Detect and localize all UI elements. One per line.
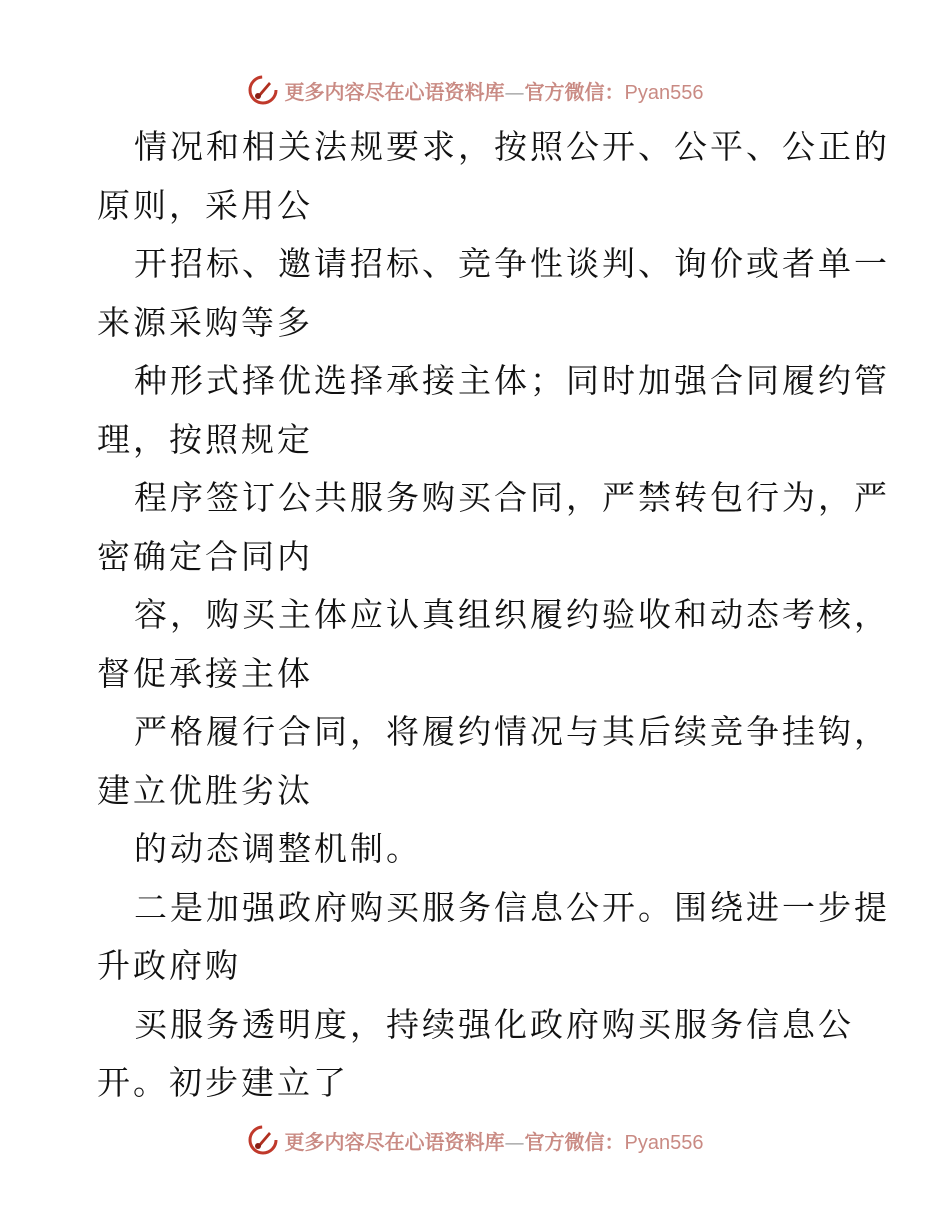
text-line: 建立优胜劣汰 (97, 770, 313, 810)
text-line: 密确定合同内 (97, 536, 313, 576)
text-line: 的动态调整机制。 (134, 829, 422, 868)
footer-watermark (0, 1120, 950, 1160)
text-line: 严格履行合同，将履约情况与其后续竞争挂钩， (134, 712, 890, 751)
text-line: 升政府购 (97, 946, 241, 985)
brush-seal-icon (247, 1124, 279, 1156)
text-line: 程序签订公共服务购买合同，严禁转包行为，严 (134, 478, 890, 517)
text-line: 二是加强政府购买服务信息公开。围绕进一步提 (134, 887, 890, 927)
text-line: 理，按照规定 (97, 419, 313, 459)
text-line: 督促承接主体 (97, 653, 313, 693)
body-text (97, 118, 890, 1113)
text-line: 来源采购等多 (97, 302, 313, 342)
text-line: 原则，采用公 (97, 185, 313, 225)
text-line: 开招标、邀请招标、竞争性谈判、询价或者单一 (134, 244, 890, 283)
text-line: 种形式择优选择承接主体；同时加强合同履约管 (134, 361, 890, 400)
header-watermark (0, 70, 950, 110)
brush-seal-icon (247, 74, 279, 106)
text-line: 情况和相关法规要求，按照公开、公平、公正的 (134, 127, 890, 166)
watermark-text: 更多内容尽在心语资料库—官方微信：Pyan556 (284, 79, 704, 104)
text-line: 买服务透明度，持续强化政府购买服务信息公 (134, 1004, 854, 1044)
text-line: 容，购买主体应认真组织履约验收和动态考核， (134, 595, 890, 634)
watermark-text: 更多内容尽在心语资料库—官方微信：Pyan556 (284, 1129, 704, 1154)
text-line: 开。初步建立了 (97, 1063, 349, 1102)
